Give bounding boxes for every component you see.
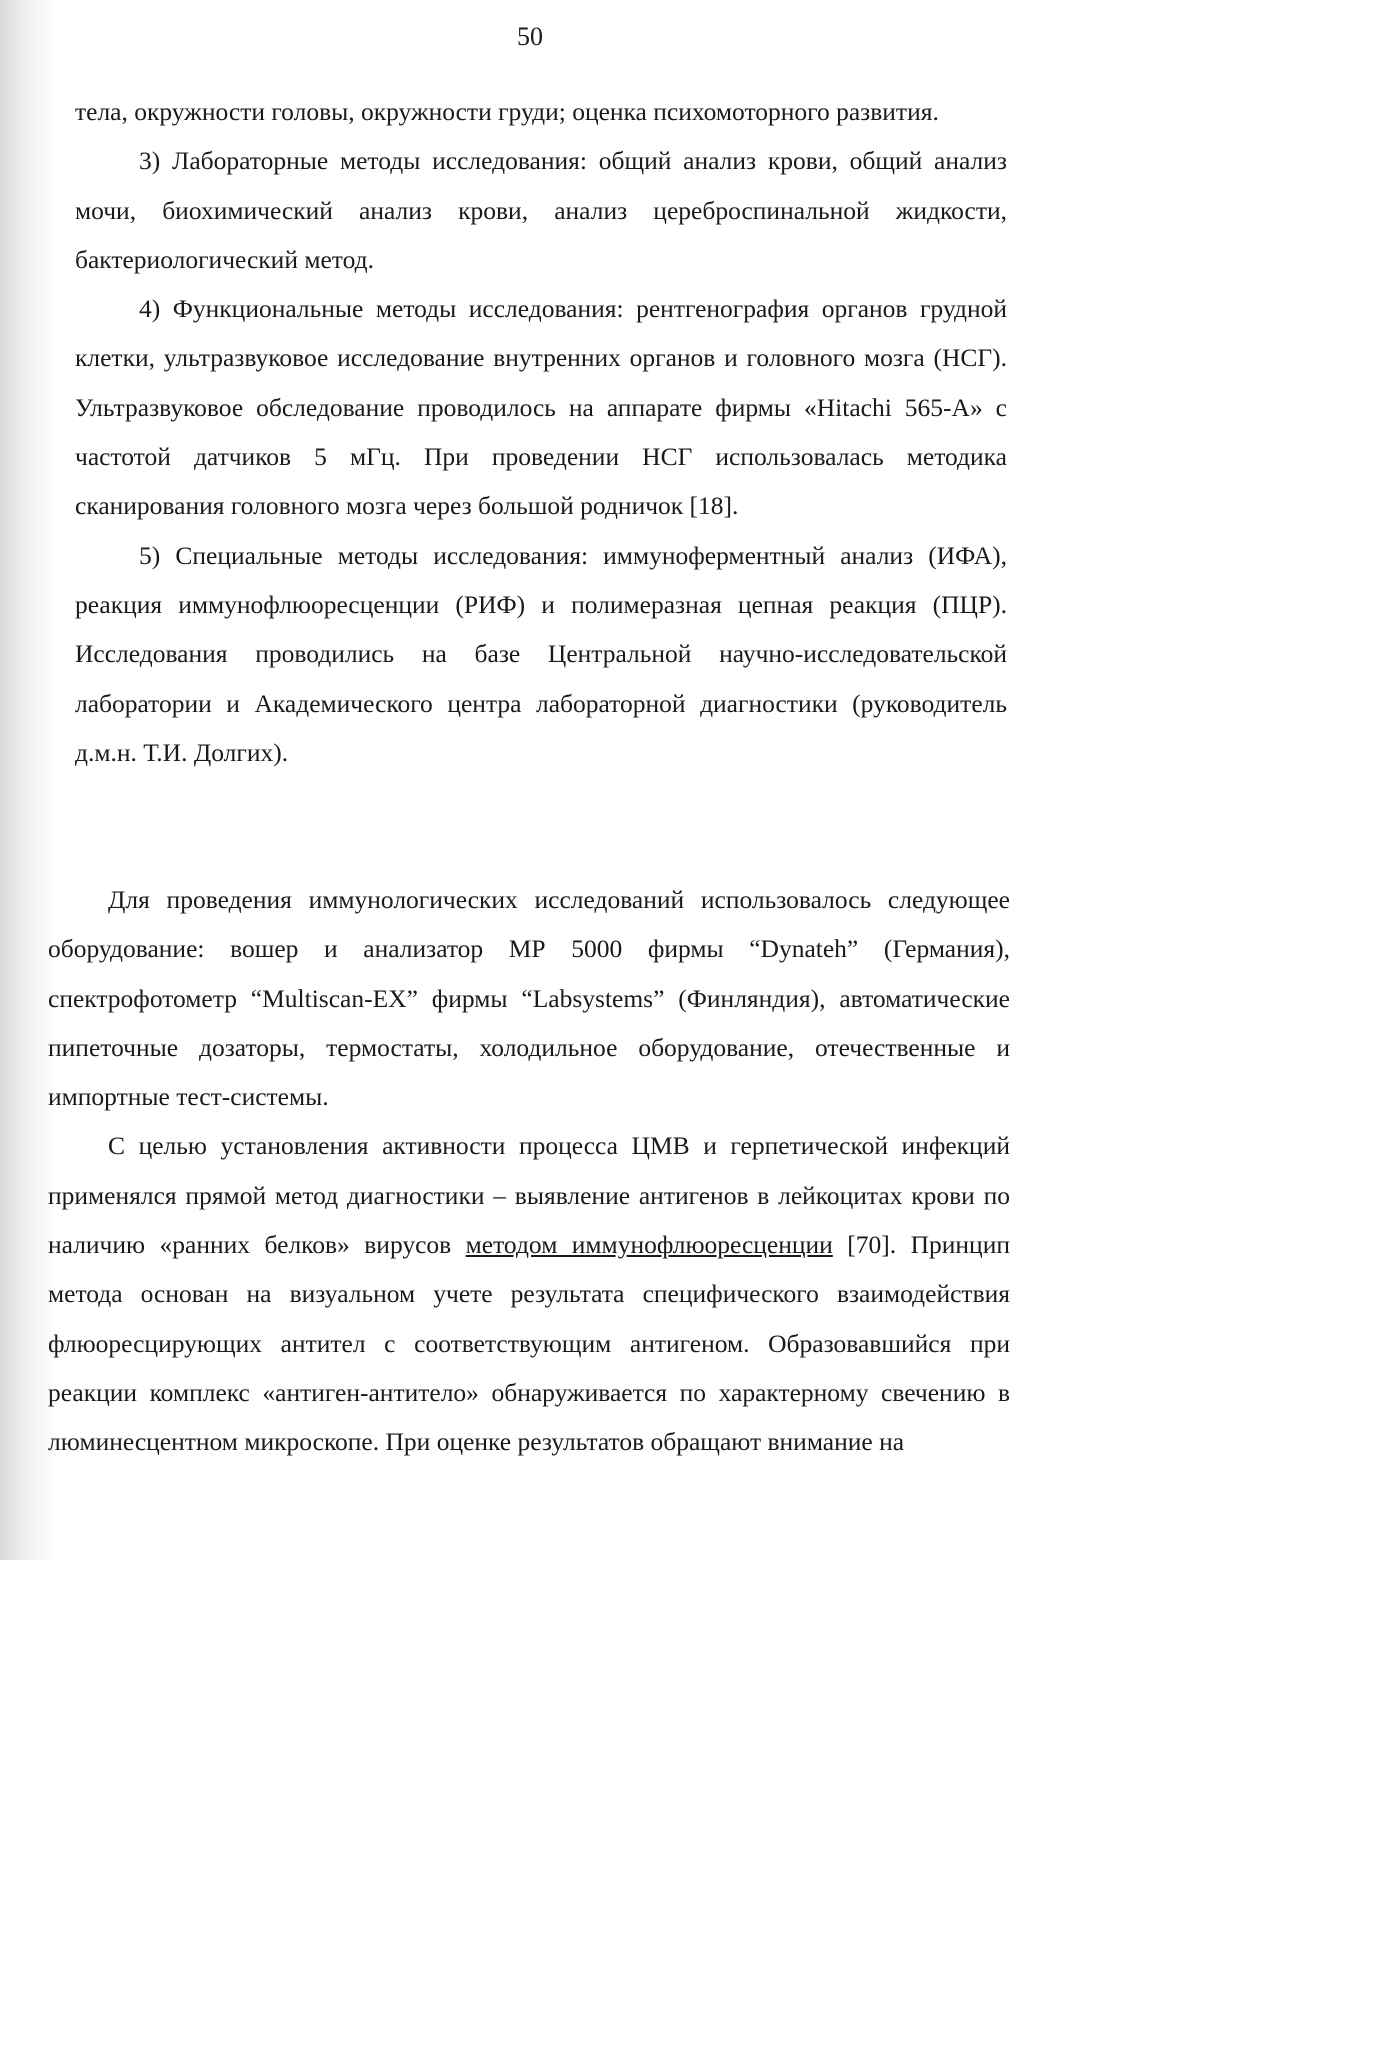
paragraph-laboratory-methods: 3) Лабораторные методы исследования: общий анализ крови, общий анализ мочи, биохимический анализ крови, анализ цереброспинальной жидкости, бактериологический метод. (75, 146, 1007, 274)
paragraph-special-methods: 5) Специальные методы исследования: иммуноферментный анализ (ИФА), реакция иммунофлюоресценции (РИФ) и полимеразная цепная реакция (ПЦР). Исследования проводились на базе Центральной научно-исследовательской лаборатории и Академического центра лабораторной диагностики (руководитель д.м.н. Т.И. Долгих). (75, 540, 1007, 767)
paragraph-text-before: С целью установления активности процесса ЦМВ и герпетической инфекций применялся прямой метод диагностики – выявление антигенов в лейкоцитах крови по наличию «ранних белков» вирусов (48, 1131, 1010, 1260)
paragraph-anthropometry-end: тела, окружности головы, окружности груди; оценка психомоторного развития. (75, 97, 939, 126)
paragraph-functional-methods: 4) Функциональные методы исследования: рентгенография органов грудной клетки, ультразвуковое исследование внутренних органов и головного мозга (НСГ). Ультразвуковое обследование проводилось на аппарате фирмы «Hitachi 565-А» с частотой датчиков 5 мГц. При проведении НСГ использовалась методика сканирования головного мозга через большой родничок [18]. (75, 294, 1007, 521)
methods-list-block (75, 87, 1007, 777)
paragraph-immunofluorescence (48, 1121, 1010, 1466)
page-number: 50 (517, 22, 543, 51)
paragraph-text-after: [70]. Принцип метода основан на визуальном учете результата специфического взаимодействия флюоресцирующих антител с соответствующим антигеном. Образовавшийся при реакции комплекс «антиген-антитело» обнаруживается по характерному свечению в люминесцентном микроскопе. При оценке результатов обращают внимание на (48, 1230, 1010, 1457)
underlined-method-term: методом иммунофлюоресценции (465, 1230, 833, 1260)
equipment-and-method-block (48, 875, 1010, 1467)
paragraph-equipment: Для проведения иммунологических исследований использовалось следующее оборудование: вошер и анализатор МР 5000 фирмы “Dynateh” (Германия), спектрофотометр “Multiscan-EX” фирмы “Labsystems” (Финляндия), автоматические пипеточные дозаторы, термостаты, холодильное оборудование, отечественные и импортные тест-системы. (48, 885, 1010, 1112)
